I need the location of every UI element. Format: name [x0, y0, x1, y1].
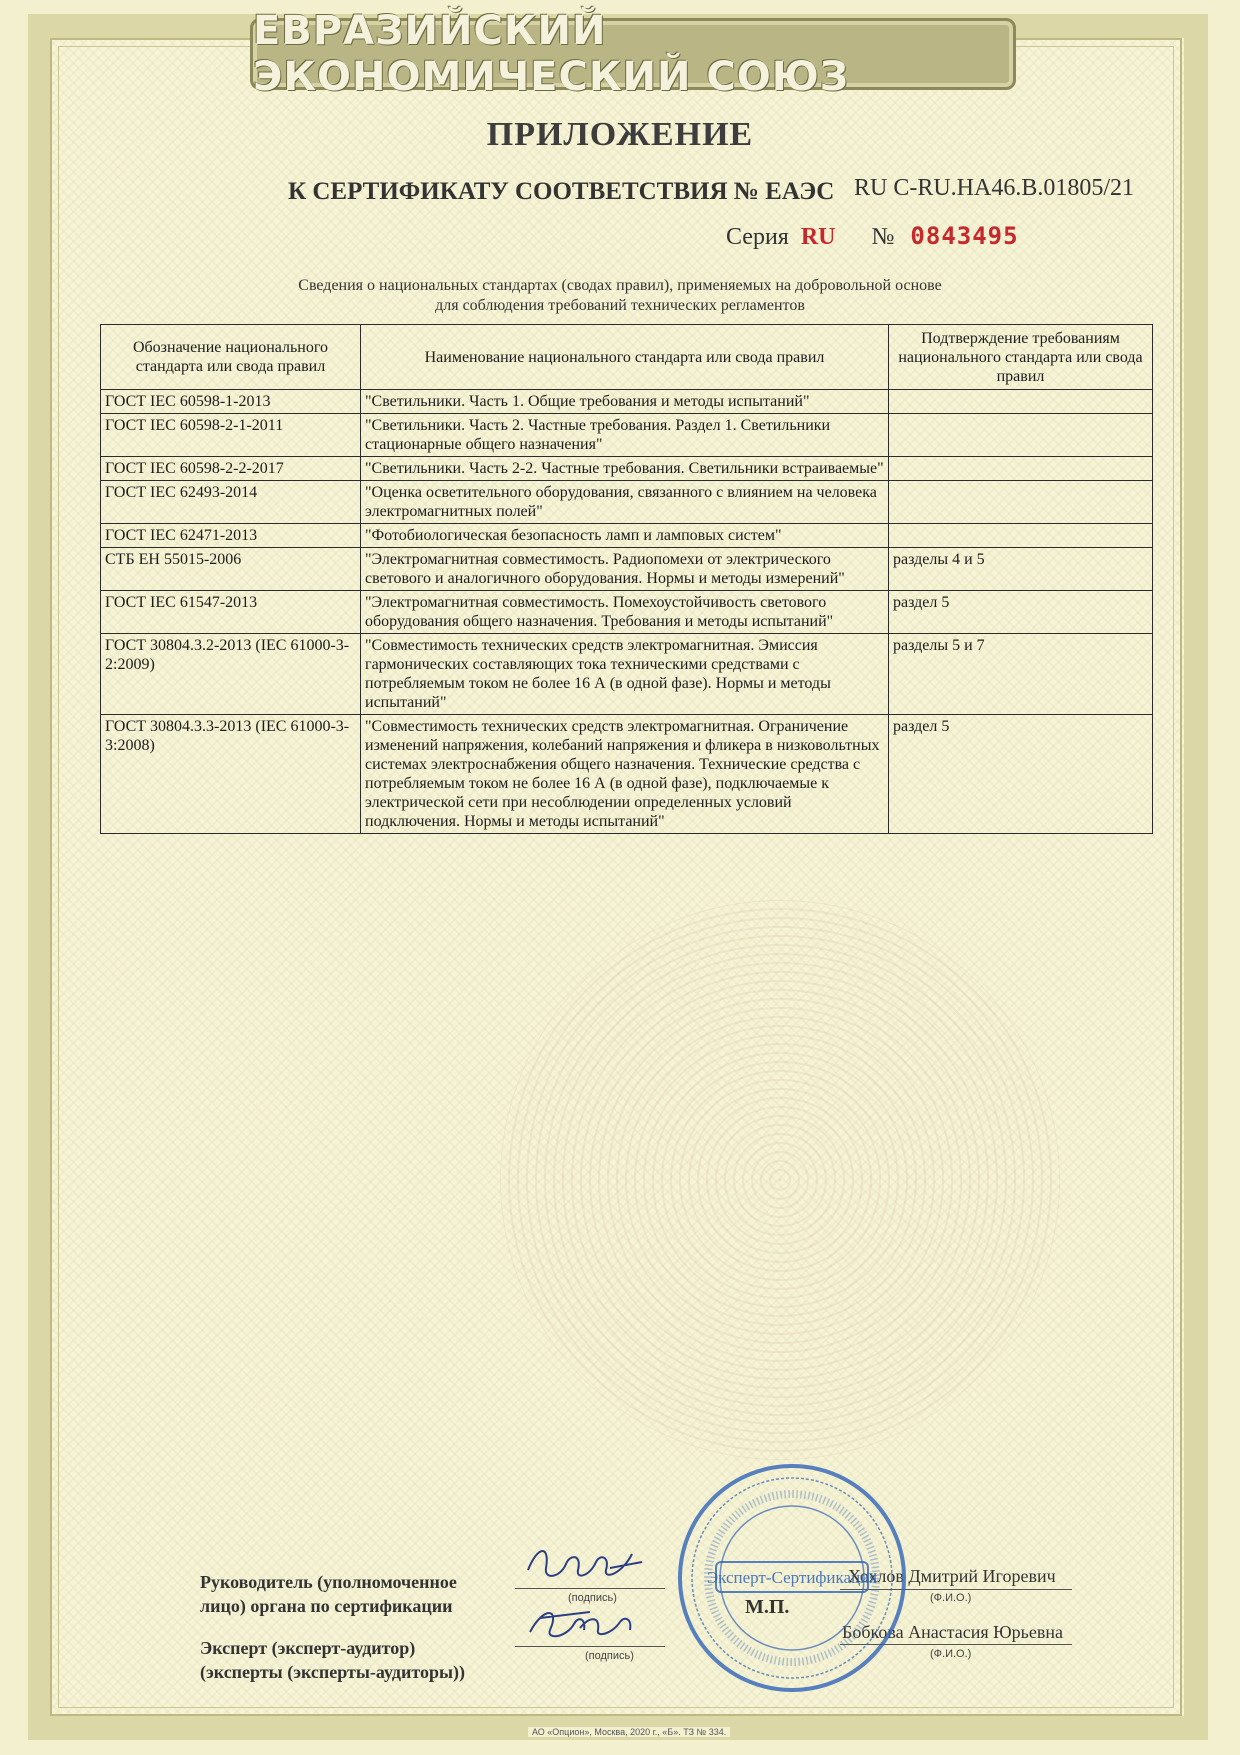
expert-label-line-1: Эксперт (эксперт-аудитор)	[200, 1638, 416, 1658]
column-header-code: Обозначение национального стандарта или свода правил	[101, 325, 361, 390]
union-banner	[250, 8, 1016, 100]
standard-name: "Электромагнитная совместимость. Помехоустойчивость светового оборудования общего назначения. Требования и методы испытаний"	[361, 591, 889, 634]
standard-confirm	[889, 390, 1153, 414]
table-row	[101, 591, 1153, 634]
expert-fio-caption: (Ф.И.О.)	[930, 1648, 972, 1660]
table-row	[101, 390, 1153, 414]
intro-line-1: Сведения о национальных стандартах (сводах правил), применяемых на добровольной основе	[298, 277, 942, 294]
table-row	[101, 715, 1153, 834]
printer-imprint: АО «Опцион», Москва, 2020 г., «Б». ТЗ № 334.	[528, 1727, 730, 1737]
standard-code: ГОСТ IEC 60598-2-1-2011	[101, 414, 361, 457]
standard-confirm	[889, 414, 1153, 457]
series-number: 0843495	[910, 222, 1019, 250]
head-signer-label	[200, 1570, 457, 1618]
certificate-prefix: К СЕРТИФИКАТУ СООТВЕТСТВИЯ № ЕАЭС	[288, 178, 835, 205]
standard-confirm	[889, 481, 1153, 524]
standard-confirm: раздел 5	[889, 715, 1153, 834]
table-row	[101, 481, 1153, 524]
standard-name: "Оценка осветительного оборудования, связанного с влиянием на человека электромагнитных полей"	[361, 481, 889, 524]
head-fio-caption: (Ф.И.О.)	[930, 1592, 972, 1604]
stamp-place-label: М.П.	[745, 1596, 790, 1618]
standard-name: "Электромагнитная совместимость. Радиопомехи от электрического светового и аналогичного оборудования. Нормы и методы измерений"	[361, 548, 889, 591]
standard-confirm	[889, 524, 1153, 548]
table-row	[101, 524, 1153, 548]
banner-text: ЕВРАЗИЙСКИЙ ЭКОНОМИЧЕСКИЙ СОЮЗ	[253, 8, 850, 100]
standard-name: "Светильники. Часть 1. Общие требования и методы испытаний"	[361, 390, 889, 414]
table-row	[101, 457, 1153, 481]
series-code: RU	[800, 224, 836, 250]
standard-code: ГОСТ IEC 62471-2013	[101, 524, 361, 548]
standard-code: СТБ ЕН 55015-2006	[101, 548, 361, 591]
certification-stamp-icon	[672, 1458, 912, 1698]
head-label-line-2: лицо) органа по сертификации	[200, 1596, 453, 1616]
standard-code: ГОСТ IEC 60598-2-2-2017	[101, 457, 361, 481]
head-sign-caption: (подпись)	[568, 1592, 617, 1604]
standard-code: ГОСТ IEC 62493-2014	[101, 481, 361, 524]
head-signer-name: Хохлов Дмитрий Игоревич	[848, 1566, 1056, 1586]
standard-code: ГОСТ 30804.3.2-2013 (IEC 61000-3-2:2009)	[101, 634, 361, 715]
standard-name: "Фотобиологическая безопасность ламп и ламповых систем"	[361, 524, 889, 548]
standard-name: "Светильники. Часть 2. Частные требования. Раздел 1. Светильники стационарные общего назначения"	[361, 414, 889, 457]
standard-name: "Совместимость технических средств электромагнитная. Ограничение изменений напряжения, колебаний напряжения и фликера в низковольтных системах электроснабжения общего назначения. Технические средства с потребляемым током не более 16 А (в одной фазе), подключаемые к электрической сети при несоблюдении определенных условий подключения. Нормы и методы испытаний"	[361, 715, 889, 834]
table-header-row	[101, 325, 1153, 390]
standard-confirm	[889, 457, 1153, 481]
expert-signer-name: Бобкова Анастасия Юрьевна	[842, 1622, 1063, 1642]
expert-sign-caption: (подпись)	[585, 1650, 634, 1662]
standard-code: ГОСТ 30804.3.3-2013 (IEC 61000-3-3:2008)	[101, 715, 361, 834]
table-row	[101, 634, 1153, 715]
standard-code: ГОСТ IEC 61547-2013	[101, 591, 361, 634]
annex-title: ПРИЛОЖЕНИЕ	[486, 116, 754, 153]
intro-line-2: для соблюдения требований технических регламентов	[435, 297, 805, 314]
certificate-number: RU C-RU.HA46.B.01805/21	[854, 175, 1135, 201]
head-signature-icon	[520, 1540, 650, 1590]
number-label: №	[871, 224, 895, 250]
column-header-confirm: Подтверждение требованиям национального стандарта или свода правил	[889, 325, 1153, 390]
standard-name: "Светильники. Часть 2-2. Частные требования. Светильники встраиваемые"	[361, 457, 889, 481]
standard-confirm: разделы 4 и 5	[889, 548, 1153, 591]
standard-confirm: разделы 5 и 7	[889, 634, 1153, 715]
head-label-line-1: Руководитель (уполномоченное	[200, 1572, 457, 1592]
series-line	[726, 222, 1019, 251]
standards-table	[100, 324, 1153, 834]
table-row	[101, 414, 1153, 457]
background-rosette	[500, 900, 1060, 1460]
intro-text	[160, 276, 1080, 316]
expert-signer-label	[200, 1636, 465, 1684]
expert-label-line-2: (эксперты (эксперты-аудиторы))	[200, 1662, 466, 1682]
standard-code: ГОСТ IEC 60598-1-2013	[101, 390, 361, 414]
series-label: Серия	[726, 224, 789, 250]
standard-name: "Совместимость технических средств электромагнитная. Эмиссия гармонических составляющих тока техническими средствами с потребляемым током не более 16 А (в одной фазе). Нормы и методы испытаний"	[361, 634, 889, 715]
table-row	[101, 548, 1153, 591]
stamp-center-text: Эксперт-Сертификация	[706, 1568, 878, 1587]
column-header-name: Наименование национального стандарта или свода правил	[361, 325, 889, 390]
standard-confirm: раздел 5	[889, 591, 1153, 634]
expert-signature-icon	[520, 1598, 650, 1648]
